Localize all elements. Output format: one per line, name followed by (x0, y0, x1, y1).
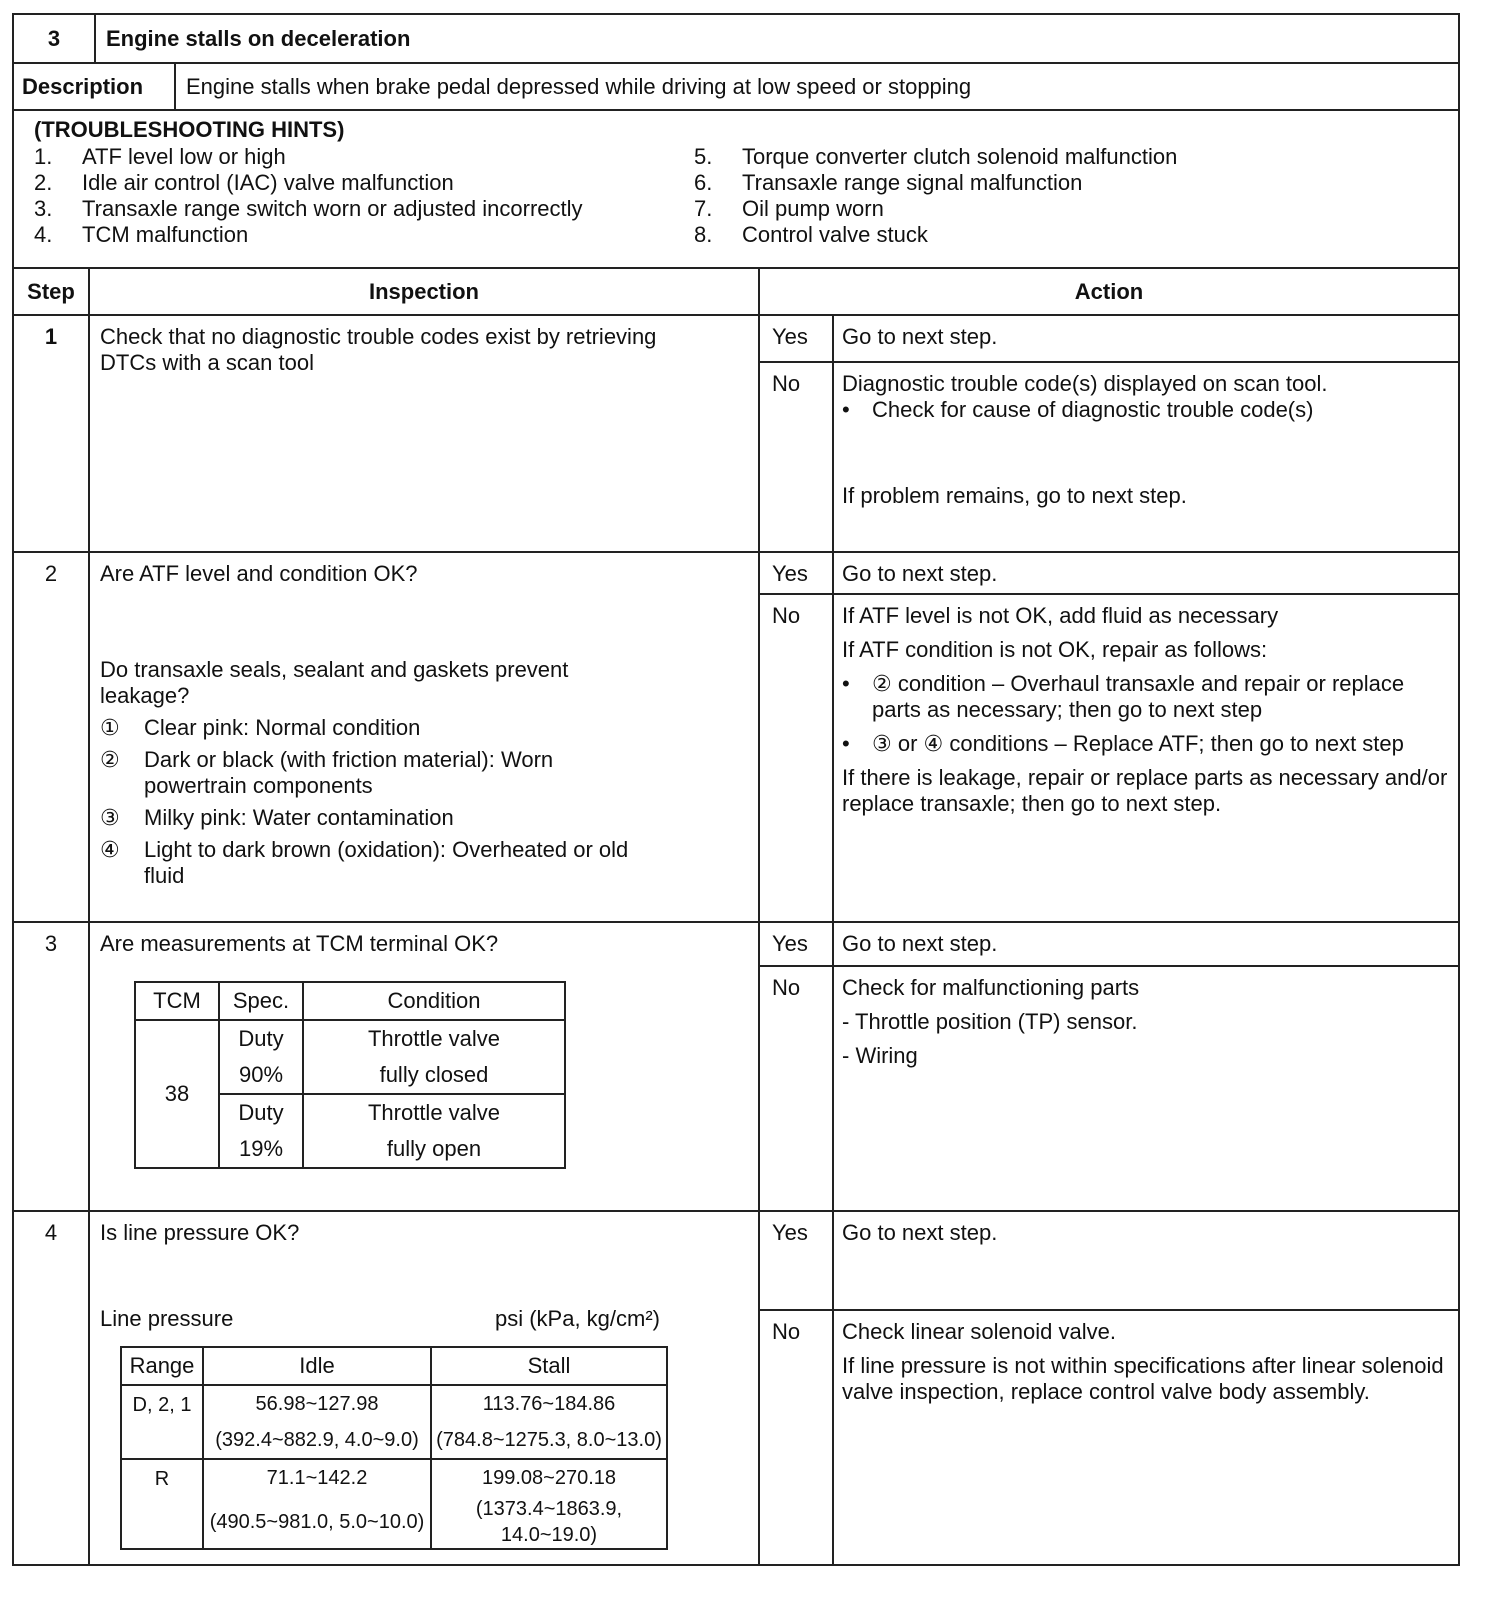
tcm-spec-table (134, 981, 566, 1169)
no-label: No (760, 967, 834, 1210)
hint-text: ATF level low or high (82, 144, 286, 169)
yes-label: Yes (760, 923, 834, 965)
step-number: 1 (14, 316, 90, 551)
condition-item (100, 805, 748, 831)
description-label: Description (14, 64, 176, 109)
action-bullet (842, 397, 1450, 423)
hints-left-column (34, 144, 583, 248)
hint-number: 8. (694, 222, 713, 247)
table-cell: (490.5~981.0, 5.0~10.0) (203, 1496, 431, 1549)
table-cell: 199.08~270.18 (431, 1459, 667, 1496)
bullet-icon: • (842, 671, 850, 696)
hint-item (34, 170, 583, 196)
step-number: 2 (14, 553, 90, 921)
step-3-inspection (90, 923, 760, 1210)
step-1-actions (760, 316, 1458, 551)
action-bullet-text: Check for cause of diagnostic trouble code(s) (872, 397, 1314, 422)
condition-text: Dark or black (with friction material): Worn powertrain components (144, 747, 554, 798)
yes-label: Yes (760, 316, 834, 361)
condition-text: Clear pink: Normal condition (144, 715, 421, 740)
symptom-header (14, 15, 1458, 64)
table-cell: 90% (219, 1057, 303, 1094)
table-header-cell: Stall (431, 1347, 667, 1385)
inspection-question: Are measurements at TCM terminal OK? (100, 931, 499, 956)
line-pressure-label: Line pressure (100, 1306, 234, 1331)
hint-text: Torque converter clutch solenoid malfunction (742, 144, 1178, 169)
hint-text: Transaxle range switch worn or adjusted incorrectly (82, 196, 583, 221)
hint-item (694, 196, 1177, 222)
hint-item (34, 144, 583, 170)
hints-right-column (694, 144, 1177, 248)
inspection-question: Are ATF level and condition OK? (100, 561, 418, 586)
hint-number: 1. (34, 144, 53, 169)
table-cell: 19% (219, 1131, 303, 1168)
table-cell: (1373.4~1863.9, 14.0~19.0) (431, 1496, 667, 1549)
action-bullet (842, 671, 1450, 723)
action-text: If ATF level is not OK, add fluid as necessary (842, 603, 1279, 628)
step-4-actions (760, 1212, 1458, 1564)
inspection-column-heading: Inspection (90, 269, 760, 314)
table-cell: fully closed (303, 1057, 565, 1094)
range-cell: D, 2, 1 (121, 1385, 203, 1459)
table-header-cell: Range (121, 1347, 203, 1385)
step-1-inspection (90, 316, 760, 551)
yes-action: Go to next step. (842, 931, 998, 956)
inspection-question: Do transaxle seals, sealant and gaskets prevent leakage? (100, 657, 569, 708)
line-pressure-caption (100, 1306, 660, 1332)
tcm-terminal-cell: 38 (135, 1020, 219, 1168)
table-cell: (392.4~882.9, 4.0~9.0) (203, 1422, 431, 1459)
yes-label: Yes (760, 1212, 834, 1309)
table-cell: 71.1~142.2 (203, 1459, 431, 1496)
yes-action: Go to next step. (842, 324, 998, 349)
no-row (760, 595, 1458, 921)
step-number: 4 (14, 1212, 90, 1564)
table-header-cell: Idle (203, 1347, 431, 1385)
table-cell: fully open (303, 1131, 565, 1168)
condition-item (100, 747, 748, 799)
table-cell: Duty (219, 1094, 303, 1131)
step-2-actions (760, 553, 1458, 921)
hints-heading: (TROUBLESHOOTING HINTS) (34, 117, 345, 142)
step-row-3 (14, 923, 1458, 1212)
no-row (760, 363, 1458, 551)
condition-text: Light to dark brown (oxidation): Overheated or old fluid (144, 837, 629, 888)
hint-text: Control valve stuck (742, 222, 928, 247)
troubleshooting-sheet (12, 13, 1460, 1566)
action-bullet-text: ② condition – Overhaul transaxle and repair or replace parts as necessary; then go to next step (872, 671, 1405, 722)
action-text: Check linear solenoid valve. (842, 1319, 1116, 1344)
yes-row (760, 553, 1458, 595)
hint-number: 3. (34, 196, 53, 221)
line-pressure-table (120, 1346, 668, 1550)
description-text: Engine stalls when brake pedal depressed while driving at low speed or stopping (186, 73, 972, 99)
step-row-4 (14, 1212, 1458, 1564)
hint-number: 6. (694, 170, 713, 195)
hint-number: 2. (34, 170, 53, 195)
hint-text: Oil pump worn (742, 196, 884, 221)
table-cell: (784.8~1275.3, 8.0~13.0) (431, 1422, 667, 1459)
symptom-number: 3 (14, 15, 96, 62)
hint-number: 4. (34, 222, 53, 247)
action-text: Check for malfunctioning parts (842, 975, 1140, 1000)
inspection-question: Is line pressure OK? (100, 1220, 300, 1245)
action-text: Diagnostic trouble code(s) displayed on scan tool. (842, 371, 1328, 396)
condition-marker: ④ (100, 837, 120, 862)
table-cell: Throttle valve (303, 1020, 565, 1057)
step-2-inspection (90, 553, 760, 921)
description-row (14, 64, 1458, 111)
hint-item (34, 222, 583, 248)
range-cell: R (121, 1459, 203, 1549)
no-action (834, 1311, 1458, 1564)
step-column-heading: Step (14, 269, 90, 314)
condition-marker: ① (100, 715, 120, 740)
action-text: - Throttle position (TP) sensor. (842, 1009, 1138, 1034)
symptom-title: Engine stalls on deceleration (106, 25, 411, 51)
hint-item (694, 170, 1177, 196)
table-cell: Duty (219, 1020, 303, 1057)
column-headings (14, 269, 1458, 316)
no-label: No (760, 363, 834, 551)
no-row (760, 1311, 1458, 1564)
no-label: No (760, 595, 834, 921)
action-text: If ATF condition is not OK, repair as follows: (842, 637, 1268, 662)
no-action (834, 363, 1458, 551)
hint-text: Transaxle range signal malfunction (742, 170, 1083, 195)
hint-item (694, 222, 1177, 248)
hint-item (694, 144, 1177, 170)
condition-text: Milky pink: Water contamination (144, 805, 454, 830)
no-action (834, 595, 1458, 921)
action-column-heading: Action (1074, 278, 1144, 304)
table-cell: Throttle valve (303, 1094, 565, 1131)
hint-number: 5. (694, 144, 713, 169)
no-label: No (760, 1311, 834, 1564)
hint-text: TCM malfunction (82, 222, 249, 247)
yes-row (760, 1212, 1458, 1311)
bullet-icon: • (842, 731, 850, 756)
action-bullet-text: ③ or ④ conditions – Replace ATF; then go to next step (872, 731, 1404, 756)
condition-item (100, 837, 748, 889)
table-cell: 56.98~127.98 (203, 1385, 431, 1422)
inspection-text: Check that no diagnostic trouble codes exist by retrieving DTCs with a scan tool (100, 324, 657, 375)
table-header-cell: Spec. (219, 982, 303, 1020)
line-pressure-units: psi (kPa, kg/cm²) (494, 1306, 660, 1331)
hint-text: Idle air control (IAC) valve malfunction (82, 170, 454, 195)
step-3-actions (760, 923, 1458, 1210)
condition-marker: ② (100, 747, 120, 772)
hint-number: 7. (694, 196, 713, 221)
action-text: - Wiring (842, 1043, 918, 1068)
no-row (760, 967, 1458, 1210)
yes-row (760, 923, 1458, 967)
action-text: If problem remains, go to next step. (842, 483, 1187, 508)
condition-item (100, 715, 748, 741)
action-bullet (842, 731, 1450, 757)
yes-action: Go to next step. (842, 561, 998, 586)
step-row-1 (14, 316, 1458, 553)
table-header-cell: TCM (135, 982, 219, 1020)
table-cell: 113.76~184.86 (431, 1385, 667, 1422)
yes-label: Yes (760, 553, 834, 593)
yes-action: Go to next step. (842, 1220, 998, 1245)
action-text: If line pressure is not within specifications after linear solenoid valve inspection, replace control valve body assembly. (842, 1353, 1444, 1404)
step-number: 3 (14, 923, 90, 1210)
action-text: If there is leakage, repair or replace parts as necessary and/or replace transaxle; then go to next step. (842, 765, 1448, 816)
table-header-cell: Condition (303, 982, 565, 1020)
condition-marker: ③ (100, 805, 120, 830)
step-4-inspection (90, 1212, 760, 1564)
no-action (834, 967, 1458, 1210)
step-row-2 (14, 553, 1458, 923)
troubleshooting-hints (14, 111, 1458, 269)
hint-item (34, 196, 583, 222)
bullet-icon: • (842, 397, 850, 422)
yes-row (760, 316, 1458, 363)
